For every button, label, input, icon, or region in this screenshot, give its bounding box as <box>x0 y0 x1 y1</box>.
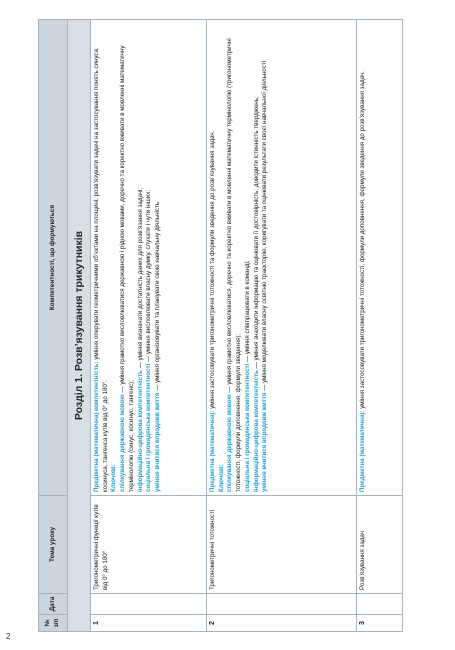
row-topic: Тригонометричні тотожності <box>207 496 357 594</box>
row-num: 2 <box>207 615 357 632</box>
header-num: № з/п <box>39 615 68 632</box>
competence-label: уміння вчитися впродовж життя <box>261 392 269 492</box>
competence-label: соціальна і громадянська компетентності <box>145 363 153 492</box>
competence-label: спілкування державною мовою <box>226 394 234 492</box>
row-date <box>91 594 207 615</box>
row-num: 3 <box>357 615 403 632</box>
table-row <box>91 20 207 632</box>
competence-text: — уміння грамотно висловлюватися, доречно та коректно вживати в мовленні математичну термінологію (тригонометричні тотожності, формули доповнення, формули зведення); <box>226 38 243 492</box>
competence-label: інформаційно-цифрова компетентність <box>252 370 260 492</box>
row-competencies <box>91 20 207 496</box>
competence-text: — уміння визначати достатність даних для розв’язання задачі; <box>136 187 144 369</box>
competence-label: уміння вчитися впродовж життя <box>153 392 161 492</box>
row-num: 1 <box>91 615 207 632</box>
competence-text: — уміння організовувати та планувати свою навчальну діяльність <box>153 201 161 391</box>
header-competencies: Компетентності, що формуються <box>39 20 68 496</box>
section-title: Розділ 1. Розв’язування трикутників <box>68 20 91 632</box>
row-competencies <box>357 20 403 496</box>
lesson-plan-table <box>38 19 403 632</box>
subject-competence-text: уміння застосовувати тригонометричні тотожності та формули зведення до розв’язування задач. <box>209 130 216 409</box>
competence-label: спілкування державною мовою <box>119 394 127 492</box>
competence-label: соціальна і громадянська компетентності <box>243 363 251 492</box>
competence-label: інформаційно-цифрова компетентність <box>136 370 144 492</box>
subject-competence-label: Предметна (математична): <box>359 410 366 492</box>
page-number: 2 <box>6 632 11 641</box>
table-row <box>207 20 357 632</box>
section-row <box>68 20 91 632</box>
row-date <box>357 594 403 615</box>
competence-text: — уміння знаходити інформацію та оцінювати її достовірність; доводити істинність тверджень; <box>252 96 260 369</box>
row-competencies <box>207 20 357 496</box>
competence-text: — уміння співпрацювати в команді; <box>243 260 251 362</box>
competence-text: — уміння висловлювати власну думку, слухати і чути інших; <box>145 189 153 362</box>
header-topic: Тема уроку <box>39 496 68 594</box>
header-date: Дата <box>39 594 68 615</box>
subject-competence-text: уміння застосовувати тригонометричні тотожності, формули доповнення, формули зведення до розв’язування задач. <box>359 71 366 409</box>
subject-competence-label: Предметна (математична) компетентність: <box>93 361 100 492</box>
row-topic: Розв’язування задач <box>357 496 403 594</box>
table-row <box>357 20 403 632</box>
row-topic: Тригонометричні функції кутів від 0° до 180° <box>91 496 207 594</box>
key-competences-label: Ключові: <box>110 464 118 492</box>
key-competences-label: Ключові: <box>217 464 225 492</box>
subject-competence-text: уміння оперувати геометричними об’єктами на площині, розв’язувати задачі на застосування понять синуса, косинуса, тангенса кутів від 0° до 180°. <box>93 47 109 492</box>
competence-text: — уміння моделювати власну освітню траєкторію, коригувати та оцінювати результати своєї навчальної діяльності <box>261 60 269 391</box>
competence-text: — уміння грамотно висловлюватися державною і рідною мовами, доречно та коректно вживати в мовленні математичну термінологію (синус, косинус, тангенс); <box>119 45 135 492</box>
subject-competence-label: Предметна (математична): <box>209 410 216 492</box>
table-header-row <box>39 20 68 632</box>
row-date <box>207 594 357 615</box>
